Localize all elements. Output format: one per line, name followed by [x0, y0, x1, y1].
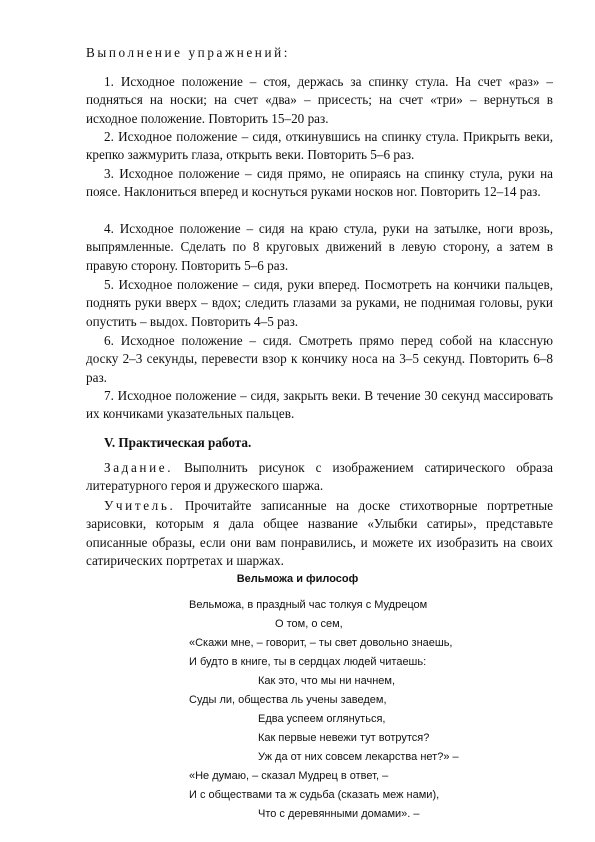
- poem-line: Уж да от них совсем лекарства нет?» –: [258, 751, 459, 763]
- teacher-label: Учитель.: [104, 498, 176, 513]
- exercise-7: 7. Исходное положение – сидя, закрыть веки. В течение 30 секунд массировать их кончиками указательных пальцев.: [86, 388, 553, 422]
- exercise-6: 6. Исходное положение – сидя. Смотреть прямо перед собой на классную доску 2–3 секунды, перевести взор к кончику носа на 3–5 секунд. Повторить 6–8 раз.: [86, 333, 553, 385]
- poem-line: О том, о сем,: [275, 618, 343, 630]
- poem-line: «Скажи мне, – говорит, – ты свет довольно знаешь,: [189, 637, 453, 649]
- section-title: V. Практическая работа.: [104, 435, 252, 450]
- task-text: Выполнить рисунок с изображением сатирического образа литературного героя и дружеского шаржа.: [86, 460, 554, 494]
- poem-line: Что с деревянными домами». –: [258, 808, 420, 820]
- poem-line: И будто в книге, ты в сердцах людей читаешь:: [189, 656, 427, 668]
- poem-line: Вельможа, в праздный час толкуя с Мудрецом: [189, 599, 428, 611]
- exercise-4: 4. Исходное положение – сидя на краю стула, руки на затылке, ноги врозь, выпрямленные. Сделать по 8 круговых движений в левую сторону, а затем в правую сторону. Повторить 5–6 раз.: [86, 221, 553, 273]
- poem-line: Как это, что мы ни начнем,: [258, 675, 396, 687]
- poem-line: Как первые невежи тут вотрутся?: [258, 732, 430, 744]
- poem-line: И с обществами та ж судьба (сказать меж нами),: [189, 789, 440, 801]
- exercise-3: 3. Исходное положение – сидя прямо, не опираясь на спинку стула, руки на поясе. Наклониться вперед и коснуться руками носков ног. Повторить 12–14 раз.: [86, 166, 553, 200]
- teacher-text: Прочитайте записанные на доске стихотворные портретные зарисовки, которым я дала общее название «Улыбки сатиры», представьте описанные образы, если они вам понравились, и можете их изобразить на своих сатирических портретах и шаржах.: [86, 498, 553, 569]
- poem-line: Суды ли, общества ль учены заведем,: [189, 694, 387, 706]
- exercises-heading: Выполнение упражнений:: [86, 45, 291, 60]
- exercise-2: 2. Исходное положение – сидя, откинувшись на спинку стула. Прикрыть веки, крепко зажмурить глаза, открыть веки. Повторить 5–6 раз.: [86, 129, 553, 163]
- poem-title: Вельможа и философ: [236, 573, 359, 585]
- poem-line: Едва успеем оглянуться,: [258, 713, 386, 725]
- teacher-paragraph: [86, 497, 553, 571]
- task-label: Задание.: [104, 460, 174, 475]
- task-paragraph: [86, 459, 553, 496]
- exercise-1: 1. Исходное положение – стоя, держась за спинку стула. На счет «раз» – подняться на носки; на счет «два» – присесть; на счет «три» – вернуться в исходное положение. Повторить 15–20 раз.: [86, 74, 553, 126]
- poem-line: «Не думаю, – сказал Мудрец в ответ, –: [189, 770, 389, 782]
- exercise-5: 5. Исходное положение – сидя, руки вперед. Посмотреть на кончики пальцев, поднять руки вверх – вдох; следить глазами за руками, не поднимая головы, руки опустить – выдох. Повторить 4–5 раз.: [86, 277, 553, 329]
